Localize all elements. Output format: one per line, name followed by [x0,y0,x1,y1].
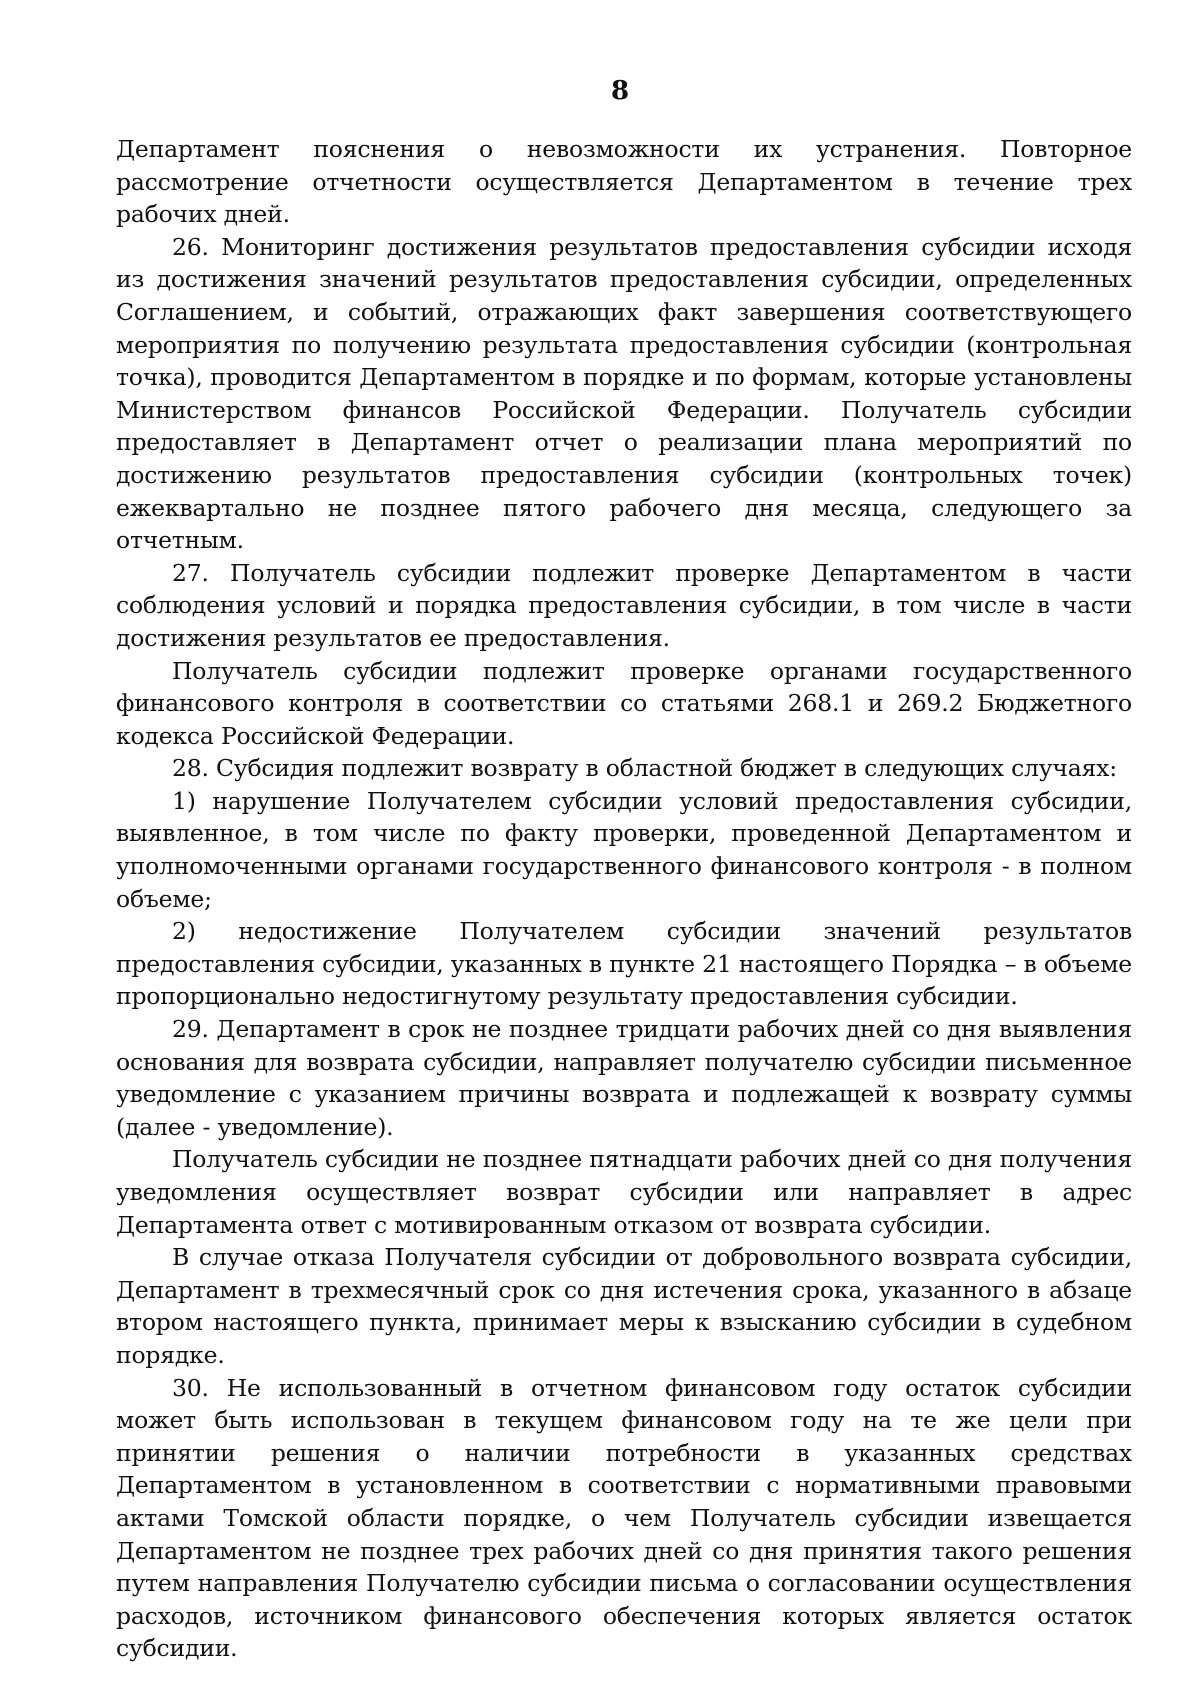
paragraph-item-28-case-2: 2) недостижение Получателем субсидии значений результатов предоставления субсидии, указанных в пункте 21 настоящего Порядка – в объеме пропорционально недостигнутому результату предоставления субсидии. [116,917,1132,1011]
paragraph-item-29: 29. Департамент в срок не позднее тридцати рабочих дней со дня выявления основания для возврата субсидии, направляет получателю субсидии письменное уведомление с указанием причины возврата и подлежащей к возврату суммы (далее - уведомление). [116,1015,1132,1141]
document-body [116,133,1132,1665]
paragraph-item-27-financial-control: Получатель субсидии подлежит проверке органами государственного финансового контроля в соответствии со статьями 268.1 и 269.2 Бюджетного кодекса Российской Федерации. [116,656,1132,750]
paragraph-item-26: 26. Мониторинг достижения результатов предоставления субсидии исходя из достижения значений результатов предоставления субсидии, определенных Соглашением, и событий, отражающих факт завершения соответствующего мероприятия по получению результата предоставления субсидии (контрольная точка), проводится Департаментом в порядке и по формам, которые установлены Министерством финансов Российской Федерации. Получатель субсидии предоставляет в Департамент отчет о реализации плана мероприятий по достижению результатов предоставления субсидии (контрольных точек) ежеквартально не позднее пятого рабочего дня месяца, следующего за отчетным. [116,232,1132,555]
paragraph-item-27: 27. Получатель субсидии подлежит проверке Департаментом в части соблюдения условий и порядка предоставления субсидии, в том числе в части достижения результатов ее предоставления. [116,558,1132,652]
paragraph-continuation: Департамент пояснения о невозможности их устранения. Повторное рассмотрение отчетности осуществляется Департаментом в течение трех рабочих дней. [116,135,1132,229]
paragraph-item-28-case-1: 1) нарушение Получателем субсидии условий предоставления субсидии, выявленное, в том числе по факту проверки, проведенной Департаментом и уполномоченными органами государственного финансового контроля - в полном объеме; [116,786,1132,913]
paragraph-item-28: 28. Субсидия подлежит возврату в областной бюджет в следующих случаях: [172,754,1117,783]
page-number: 8 [610,76,630,106]
paragraph-item-29-refusal: В случае отказа Получателя субсидии от добровольного возврата субсидии, Департамент в трехмесячный срок со дня истечения срока, указанного в абзаце втором настоящего пункта, принимает меры к взысканию субсидии в судебном порядке. [116,1243,1132,1369]
paragraph-item-30: 30. Не использованный в отчетном финансовом году остаток субсидии может быть использован в текущем финансовом году на те же цели при принятии решения о наличии потребности в указанных средствах Департаментом в установленном в соответствии с нормативными правовыми актами Томской области порядке, о чем Получатель субсидии извещается Департаментом не позднее трех рабочих дней со дня принятия такого решения путем направления Получателю субсидии письма о согласовании осуществления расходов, источником финансового обеспечения которых является остаток субсидии. [116,1373,1132,1663]
paragraph-item-29-return: Получатель субсидии не позднее пятнадцати рабочих дней со дня получения уведомления осуществляет возврат субсидии или направляет в адрес Департамента ответ с мотивированным отказом от возврата субсидии. [116,1145,1132,1239]
